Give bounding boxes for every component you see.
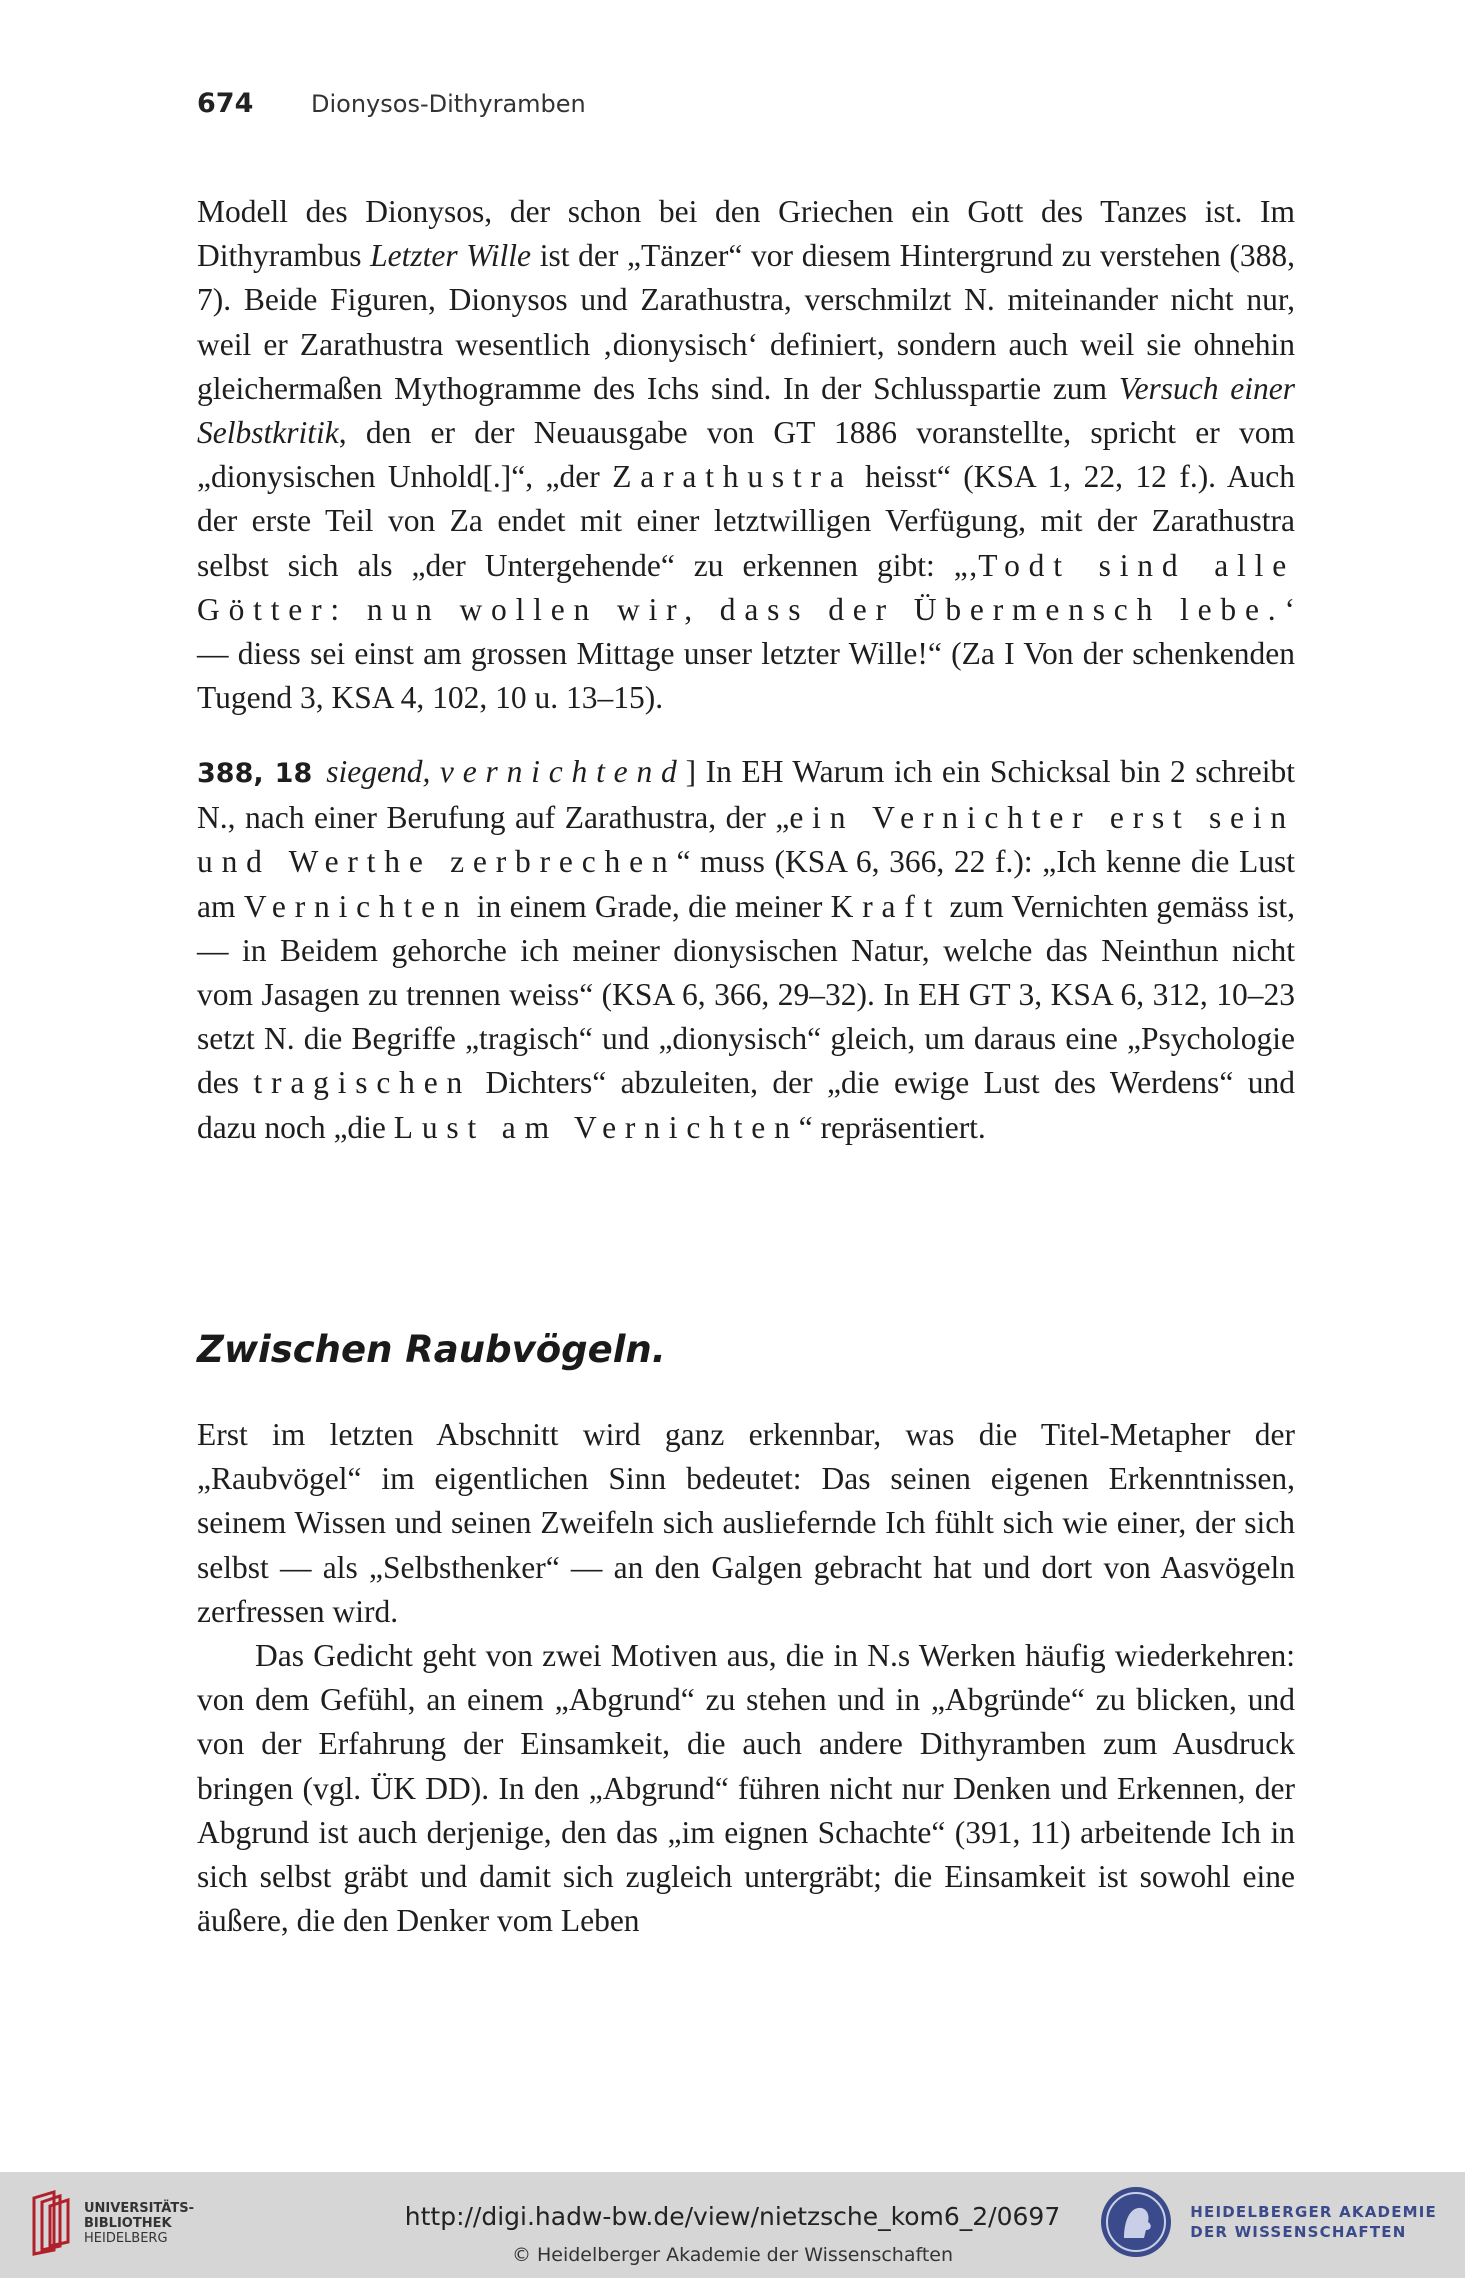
text-run: Dichters“ abzuleiten, der „die ewige Lust des Werdens“ und dazu noch „die — [197, 1065, 1295, 1145]
text-run: , den er der Neuausgabe von GT 1886 voranstellte, spricht er vom „dionysischen Unhold[.]“, „der — [197, 415, 1295, 495]
copyright-notice: © Heidelberger Akademie der Wissenschaften — [511, 2244, 954, 2266]
permalink-url[interactable]: http://digi.hadw-bw.de/view/nietzsche_kom6_2/0697 — [404, 2202, 1061, 2231]
text-run: Modell des Dionysos, der schon bei den Griechen ein Gott des Tanzes ist. Im Dithyrambus — [197, 194, 1295, 274]
spaced-emphasis: Todt sind alle Götter: nun wollen wir, dass der Übermensch lebe. — [197, 547, 1296, 627]
lemma — [326, 754, 685, 789]
academy-logo[interactable] — [1098, 2184, 1437, 2260]
lemma-entry — [197, 750, 1295, 1150]
text-run: ist der „Tänzer“ vor diesem Hintergrund zu verstehen (388, 7). Beide Figuren, Dionysos und Zarathustra, verschmilzt N. miteinander nicht nur, weil er Zarathustra wesentlich ‚dionysisch‘ definiert, sondern auch weil sie ohnehin gleichermaßen Mythogramme des Ichs sind. In der Schlusspartie zum — [197, 238, 1295, 406]
academy-name-line: HEIDELBERGER AKADEMIE — [1190, 2203, 1437, 2221]
lemma-spaced: vernichtend — [439, 754, 686, 789]
spaced-emphasis: Vernichten — [243, 888, 469, 924]
academy-seal-icon — [1098, 2184, 1174, 2260]
academy-name-line: DER WISSENSCHAFTEN — [1190, 2223, 1407, 2241]
academy-name — [1190, 2202, 1437, 2242]
spaced-emphasis: tragischen — [253, 1065, 472, 1101]
library-name-line: HEIDELBERG — [84, 2230, 168, 2246]
text-run: “ repräsentiert. — [798, 1109, 986, 1145]
text-run: ‘ — diess sei einst am grossen Mittage unser letzter Wille!“ (Za I Von der schenkenden Tugend 3, KSA 4, 102, 10 u. 13–15). — [197, 591, 1295, 716]
section-body — [197, 1413, 1295, 1943]
spaced-emphasis: Zarathustra — [612, 459, 853, 495]
body-paragraph-1: Erst im letzten Abschnitt wird ganz erkennbar, was die Titel-Metapher der „Raubvögel“ im eigentlichen Sinn bedeutet: Das seinen eigenen Erkenntnissen, seinem Wissen und seinen Zweifeln sich ausliefernde Ich fühlt sich wie einer, der sich selbst — als „Selbsthenker“ — an den Galgen gebracht hat und dort von Aasvögeln zerfressen wird. — [197, 1417, 1295, 1629]
lemma-reference: 388, 18 — [197, 758, 313, 789]
text-run: In EH Warum ich ein Schicksal bin 2 schreibt N., nach einer Berufung auf Zarathustra, der „ — [197, 754, 1295, 836]
lemma-bracket: ] — [685, 754, 697, 789]
section-heading: Zwischen Raubvögeln. — [197, 1328, 666, 1371]
text-run: “ muss (KSA 6, 366, 22 f.): „Ich kenne die Lust am — [197, 844, 1295, 924]
running-head — [197, 88, 586, 119]
spaced-emphasis: ein Vernichter erst sein und Werthe zerbrechen — [197, 800, 1295, 880]
running-title: Dionysos-Dithyramben — [311, 90, 586, 118]
body-paragraph-2: Das Gedicht geht von zwei Motiven aus, die in N.s Werken häufig wiederkehren: von dem Gefühl, an einem „Abgrund“ zu stehen und in „Abgründe“ zu blicken, und von der Erfahrung der Einsamkeit, die auch andere Dithyramben zum Ausdruck bringen (vgl. ÜK DD). In den „Abgrund“ führen nicht nur Denken und Erkennen, der Abgrund ist auch derjenige, den das „im eignen Schachte“ (391, 11) arbeitende Ich in sich selbst gräbt und damit sich zugleich untergräbt; die Einsamkeit ist sowohl eine äußere, die den Denker vom Leben — [197, 1638, 1295, 1939]
spaced-emphasis: Lust am Vernichten — [393, 1109, 799, 1145]
text-run: in einem Grade, die meiner — [468, 888, 831, 924]
lemma-text: siegend, — [326, 754, 440, 789]
text-run: heisst“ (KSA 1, 22, 12 f.). Auch der erste Teil von Za endet mit einer letztwilligen Verfügung, mit der Zarathustra selbst sich als „der Untergehende“ zu erkennen gibt: „‚ — [197, 459, 1295, 583]
spaced-emphasis: Kraft — [830, 888, 942, 924]
library-name-line: BIBLIOTHEK — [84, 2215, 172, 2231]
work-title: Versuch einer Selbstkritik — [197, 370, 1296, 451]
library-name-line: UNIVERSITÄTS- — [84, 2200, 194, 2216]
work-title: Letzter Wille — [370, 238, 532, 274]
commentary-paragraph-1 — [197, 190, 1295, 720]
page-number: 674 — [197, 88, 254, 119]
text-run: zum Vernichten gemäss ist, — in Beidem gehorche ich meiner dionysischen Natur, welche das Neinthun nicht vom Jasagen zu trennen weiss“ (KSA 6, 366, 29–32). In EH GT 3, KSA 6, 312, 10–23 setzt N. die Begriffe „tragisch“ und „dionysisch“ gleich, um daraus eine „Psychologie des — [197, 888, 1295, 1101]
footer-bar — [0, 2172, 1465, 2278]
